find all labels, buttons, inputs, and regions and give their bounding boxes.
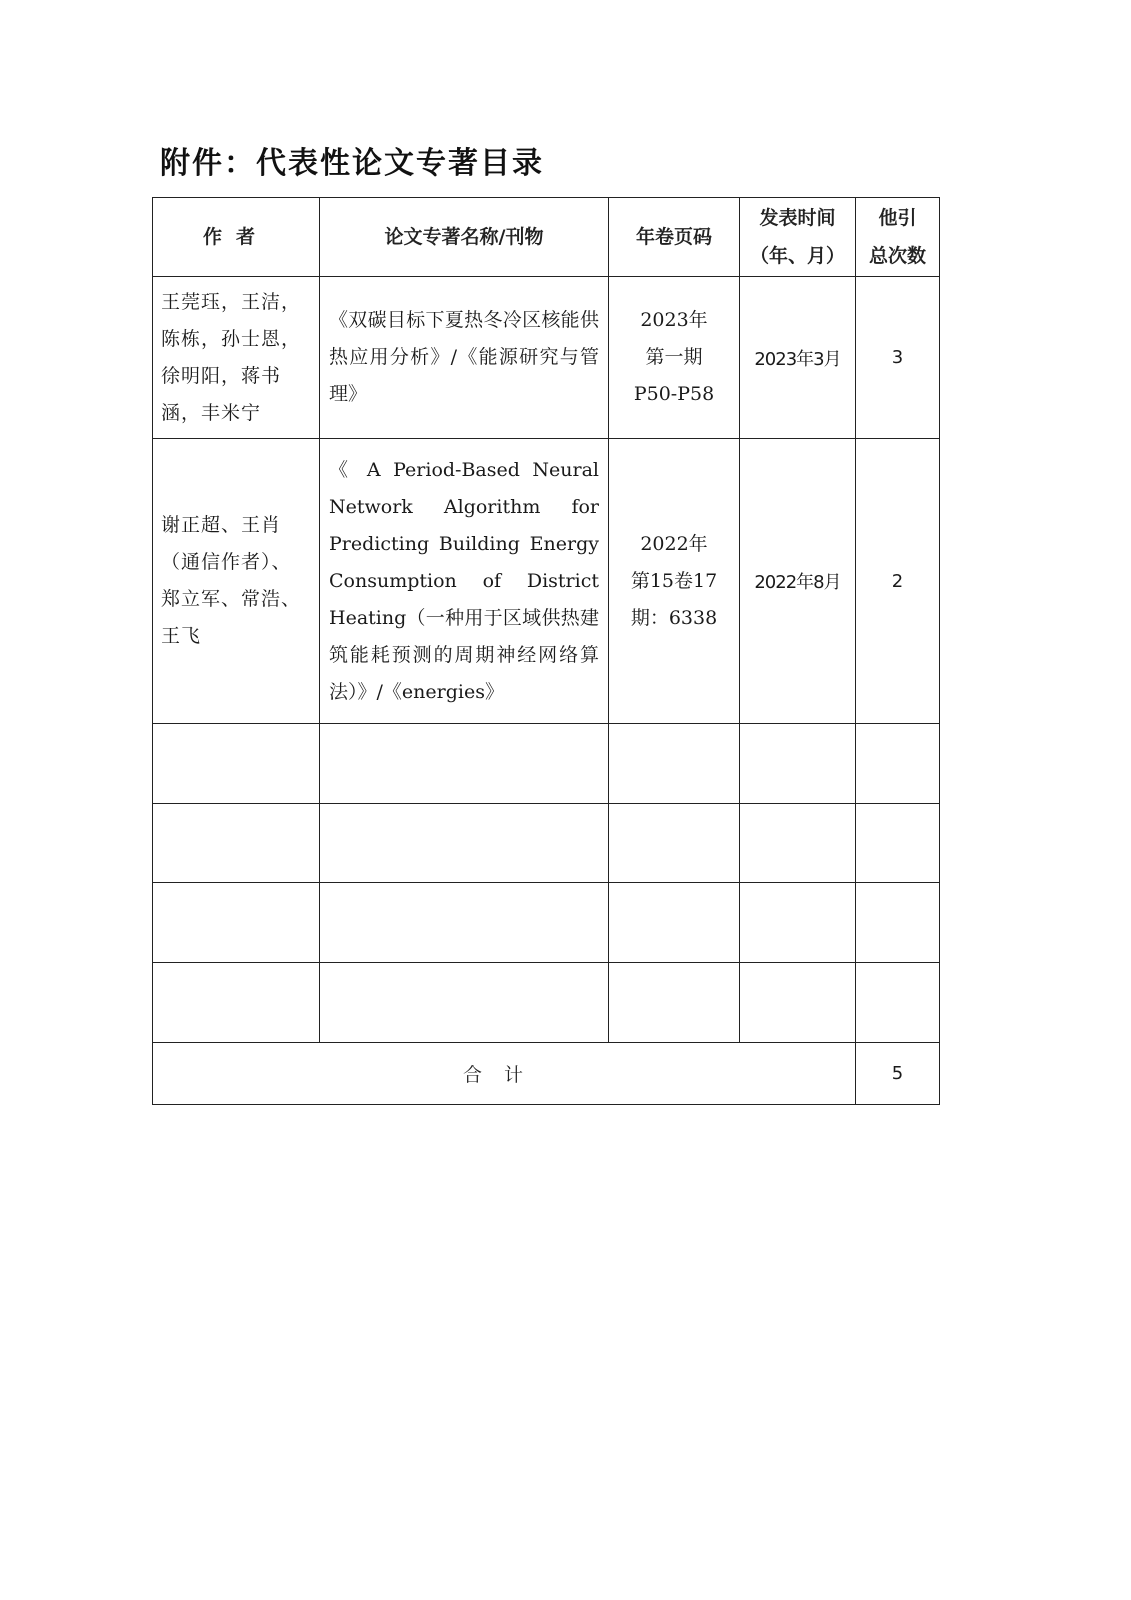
empty-cell [609,724,740,804]
row-volume: 2023年 第一期 P50-P58 [609,277,740,439]
row-author: 谢正超、王肖（通信作者）、郑立军、常浩、王飞 [153,439,320,724]
row-title: 《 A Period-Based Neural Network Algorithm for Predicting Building Energy Consumption of District Heating（一种用于区域供热建筑能耗预测的周期神经网络算法）》/《energies》 [320,439,609,724]
header-citations: 他引 总次数 [856,198,940,277]
empty-cell [856,963,940,1043]
page-title: 附件：代表性论文专著目录 [160,146,544,181]
empty-cell [320,724,609,804]
empty-cell [609,963,740,1043]
empty-cell [609,804,740,883]
empty-row [153,804,940,883]
empty-cell [856,804,940,883]
header-publish-date: 发表时间 （年、月） [740,198,856,277]
header-author: 作者 [153,198,320,277]
empty-cell [856,883,940,963]
empty-cell [153,883,320,963]
empty-cell [153,963,320,1043]
row-date: 2022年8月 [740,439,856,724]
empty-cell [153,724,320,804]
header-title: 论文专著名称/刊物 [320,198,609,277]
empty-cell [856,724,940,804]
empty-cell [740,883,856,963]
table-row [153,277,940,439]
table-row [153,439,940,724]
empty-cell [153,804,320,883]
row-author: 王莞珏，王洁，陈栋，孙士恩，徐明阳，蒋书涵，丰米宁 [153,277,320,439]
row-title: 《双碳目标下夏热冬冷区核能供热应用分析》/《能源研究与管理》 [320,277,609,439]
total-value: 5 [856,1043,940,1105]
paper-catalog-table [152,197,940,1105]
total-label: 合计 [153,1043,856,1105]
total-row [153,1043,940,1105]
empty-row [153,883,940,963]
empty-cell [740,804,856,883]
empty-row [153,724,940,804]
empty-cell [320,963,609,1043]
empty-cell [320,883,609,963]
row-citations: 2 [856,439,940,724]
row-citations: 3 [856,277,940,439]
header-volume: 年卷页码 [609,198,740,277]
empty-cell [740,724,856,804]
empty-cell [320,804,609,883]
empty-row [153,963,940,1043]
header-row [153,198,940,277]
row-volume: 2022年 第15卷17 期：6338 [609,439,740,724]
empty-cell [609,883,740,963]
row-date: 2023年3月 [740,277,856,439]
empty-cell [740,963,856,1043]
